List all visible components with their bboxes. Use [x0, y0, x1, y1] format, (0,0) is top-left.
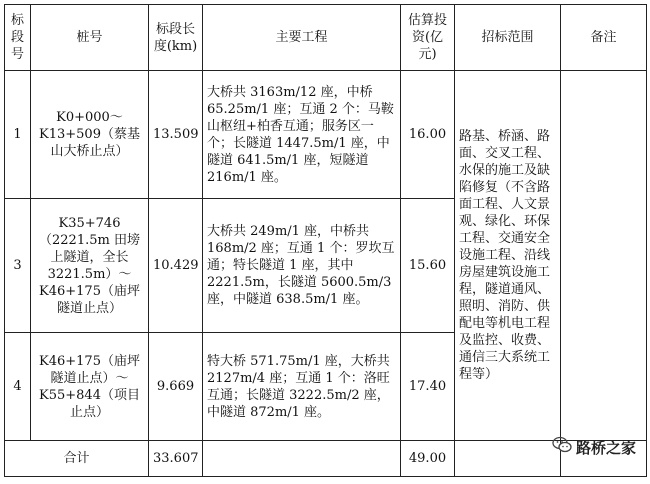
header-scope: 招标范围	[455, 5, 561, 71]
station-range: K46+175（庙坪隧道止点）～K55+844（项目止点）	[31, 333, 149, 441]
header-cost: 估算投资(亿元)	[401, 5, 455, 71]
document-page	[4, 4, 646, 480]
header-station: 桩号	[31, 5, 149, 71]
estimated-cost: 15.60	[401, 199, 455, 333]
section-length: 10.429	[149, 199, 203, 333]
section-length: 9.669	[149, 333, 203, 441]
total-label: 合计	[5, 441, 149, 477]
header-row	[5, 5, 647, 71]
total-row	[5, 441, 647, 477]
section-number: 4	[5, 333, 31, 441]
main-works: 大桥共 249m/1 座，中桥共 168m/2 座；互通 1 个：罗坎互通；特长隧道 1 座，其中 2221.5m，长隧道 5600.5m/3 座，中隧道 638.5m/1 座。	[203, 199, 401, 333]
header-remarks: 备注	[561, 5, 647, 71]
watermark	[552, 436, 636, 458]
section-number: 3	[5, 199, 31, 333]
station-range: K35+746（2221.5m 田塝上隧道，全长 3221.5m）～K46+175（庙坪隧道止点）	[31, 199, 149, 333]
total-cost: 49.00	[401, 441, 455, 477]
header-section: 标段号	[5, 5, 31, 71]
section-number: 1	[5, 71, 31, 199]
main-works: 特大桥 571.75m/1 座，大桥共 2127m/4 座；互通 1 个：洛旺互通；长隧道 3222.5m/2 座，中隧道 872m/1 座。	[203, 333, 401, 441]
total-length: 33.607	[149, 441, 203, 477]
station-range: K0+000～K13+509（蔡基山大桥止点）	[31, 71, 149, 199]
table-row	[5, 71, 647, 199]
total-works-empty	[203, 441, 401, 477]
bid-scope: 路基、桥涵、路面、交叉工程、水保的施工及缺陷修复（不含路面工程、人文景观、绿化、环保工程、交通安全设施工程、沿线房屋建筑设施工程，隧道通风、照明、消防、供配电等机电工程及监控、收费、通信三大系统工程等）	[455, 71, 561, 441]
section-length: 13.509	[149, 71, 203, 199]
header-works: 主要工程	[203, 5, 401, 71]
remarks-cell	[561, 71, 647, 441]
main-works: 大桥共 3163m/12 座，中桥 65.25m/1 座；互通 2 个：马鞍山枢纽+柏香互通；服务区一个；长隧道 1447.5m/1 座，中隧道 641.5m/1 座，短隧道 216m/1 座。	[203, 71, 401, 199]
estimated-cost: 17.40	[401, 333, 455, 441]
wechat-icon	[552, 436, 572, 458]
total-scope-empty	[455, 441, 561, 477]
estimated-cost: 16.00	[401, 71, 455, 199]
watermark-text: 路桥之家	[575, 438, 636, 457]
header-length: 标段长度(km)	[149, 5, 203, 71]
bid-section-table	[4, 4, 647, 477]
